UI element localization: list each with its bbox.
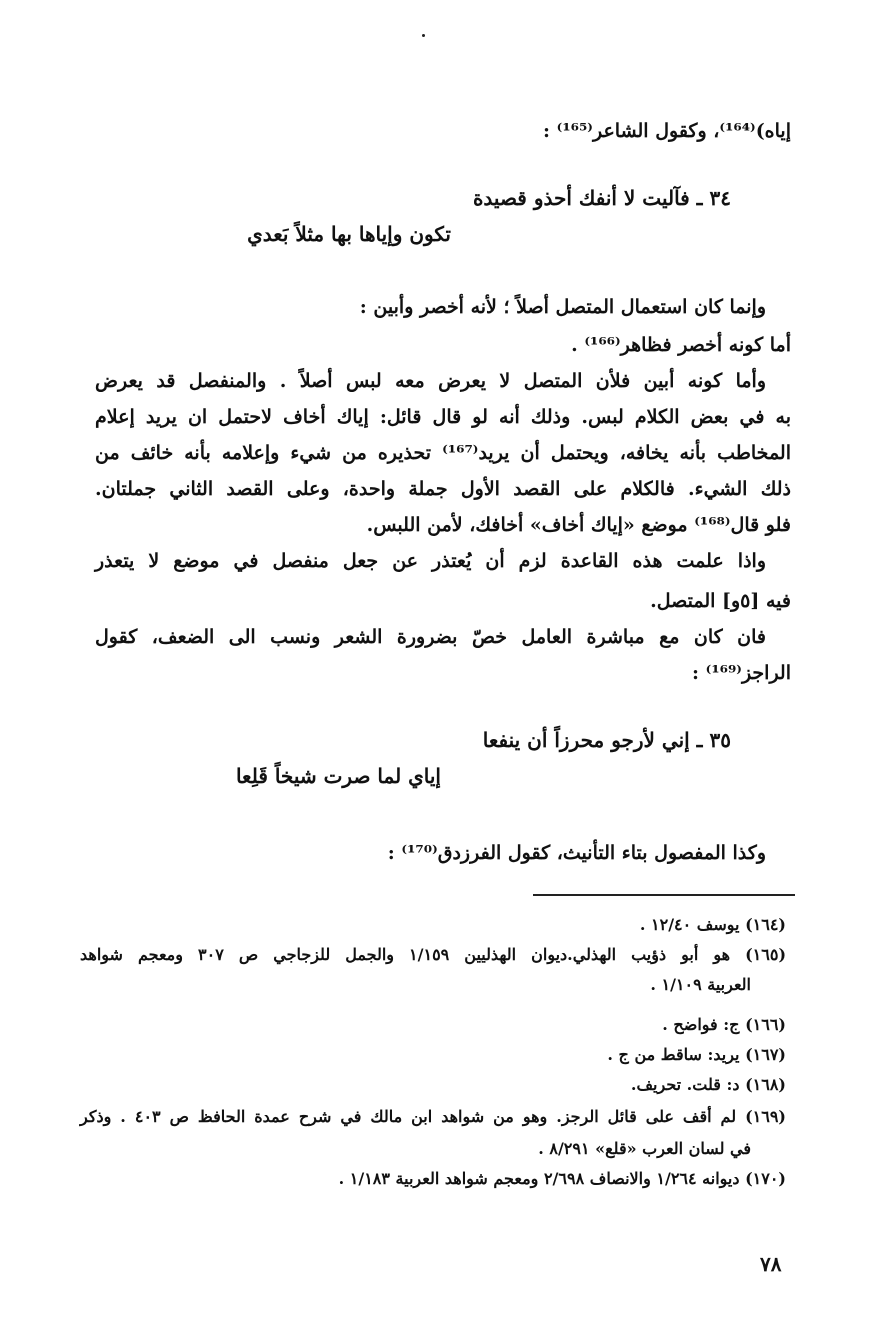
footnote-165: (١٦٥) هو أبو ذؤيب الهذلي.ديوان الهذليين ١/١٥٩ والجمل للزجاجي ص ٣٠٧ ومعجم شواهد [80, 945, 787, 964]
text-line: إياه)⁽¹⁶⁴⁾، وكقول الشاعر⁽¹⁶⁵⁾ : [543, 120, 791, 142]
footnote-167: (١٦٧) يريد: ساقط من ج . [607, 1045, 786, 1064]
text-line: واذا علمت هذه القاعدة لزم أن يُعتذر عن جعل منفصل في موضع لا يتعذر [95, 550, 766, 572]
text-line: فلو قال⁽¹⁶⁸⁾ موضع «إياك أخاف» أخافك، لأمن اللبس. [366, 514, 791, 536]
text-line: ذلك الشيء. فالكلام على القصد الأول جملة واحدة، وعلى القصد الثاني جملتان. [95, 478, 791, 500]
text-line: وأما كونه أبين فلأن المتصل لا يعرض معه لبس أصلاً . والمنفصل قد يعرض [95, 370, 766, 392]
scan-speck [422, 34, 425, 37]
footnote-164: (١٦٤) يوسف ١٢/٤٠ . [639, 915, 786, 934]
text-line: الراجز⁽¹⁶⁹⁾ : [692, 662, 791, 684]
text-line: وإنما كان استعمال المتصل أصلاً ؛ لأنه أخصر وأبين : [359, 296, 766, 318]
footnote-165-continued: العربية ١/١٠٩ . [650, 975, 751, 994]
text-line: المخاطب بأنه يخافه، ويحتمل أن يريد⁽¹⁶⁷⁾ تحذيره من شيء وإعلامه بأنه خائف من [95, 442, 791, 464]
text-line: فان كان مع مباشرة العامل خصّ بضرورة الشعر ونسب الى الضعف، كقول [95, 626, 766, 648]
verse-34-second-hemistich: تكون وإياها بها مثلاً بَعدي [247, 222, 451, 246]
footnote-separator [533, 894, 795, 896]
footnote-166: (١٦٦) ج: فواضح . [662, 1015, 786, 1034]
text-line: أما كونه أخصر فظاهر⁽¹⁶⁶⁾ . [571, 334, 791, 356]
verse-35-first-hemistich: ٣٥ ـ إني لأرجو محرزاً أن ينفعا [482, 728, 731, 752]
footnote-169-continued: في لسان العرب «قلع» ٨/٢٩١ . [538, 1139, 751, 1158]
text-line: به في بعض الكلام لبس. وذلك أنه لو قال قائل: إياك أخاف لاحتمل ان يريد إعلام [95, 406, 791, 428]
footnote-169: (١٦٩) لم أقف على قائل الرجز. وهو من شواهد ابن مالك في شرح عمدة الحافظ ص ٤٠٣ . وذكر [80, 1107, 786, 1126]
footnote-170: (١٧٠) ديوانه ١/٢٦٤ والانصاف ٢/٦٩٨ ومعجم شواهد العربية ١/١٨٣ . [338, 1169, 786, 1188]
footnote-168: (١٦٨) د: قلت. تحريف. [630, 1075, 786, 1094]
verse-34-first-hemistich: ٣٤ ـ فآليت لا أنفك أحذو قصيدة [472, 186, 731, 210]
text-line: فيه [٥و] المتصل. [650, 590, 791, 612]
verse-35-second-hemistich: إياي لما صرت شيخاً قَلِعا [235, 764, 441, 788]
page-number: ٧٨ [760, 1252, 782, 1276]
text-line: وكذا المفصول بتاء التأنيث، كقول الفرزدق⁽¹⁷⁰⁾ : [387, 842, 766, 864]
